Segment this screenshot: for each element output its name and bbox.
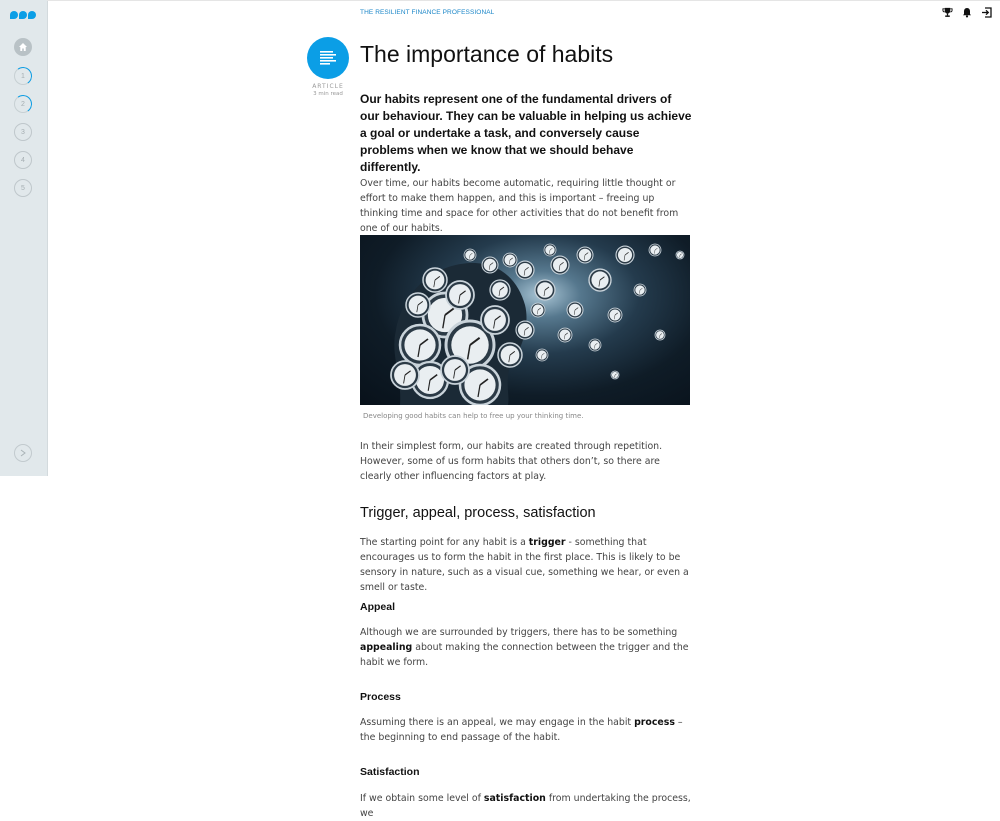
chevron-right-icon[interactable] xyxy=(14,444,32,462)
read-time: 3 min read xyxy=(307,91,349,97)
text-run: from undertaking the process, we xyxy=(360,793,691,819)
clock-head-illustration xyxy=(360,235,690,405)
emphasis: satisfaction xyxy=(484,793,546,804)
header-divider xyxy=(47,0,1000,1)
home-icon[interactable] xyxy=(14,38,32,56)
clock-icon xyxy=(516,261,534,279)
page-title: The importance of habits xyxy=(360,41,613,68)
clock-icon xyxy=(498,343,522,367)
clock-icon xyxy=(608,308,622,322)
text-run: – the beginning to end passage of the habit. xyxy=(360,717,683,743)
clock-icon xyxy=(406,293,430,317)
logo-icon[interactable] xyxy=(10,11,36,19)
text-run: about making the connection between the trigger and the habit we form. xyxy=(360,642,689,668)
clock-icon xyxy=(441,356,469,384)
step-4-button[interactable] xyxy=(14,151,32,169)
section-heading: Trigger, appeal, process, satisfaction xyxy=(360,505,596,521)
image-caption: Developing good habits can help to free up your thinking time. xyxy=(363,412,584,420)
trigger-paragraph xyxy=(360,535,692,595)
article-image xyxy=(360,235,690,405)
trophy-icon[interactable] xyxy=(942,7,953,18)
subheading-satisfaction: Satisfaction xyxy=(360,766,420,778)
clock-icon xyxy=(503,253,517,267)
satisfaction-paragraph xyxy=(360,791,692,821)
clock-icon xyxy=(516,321,534,339)
content-type-label: ARTICLE xyxy=(307,83,349,90)
step-2-button[interactable] xyxy=(14,95,32,113)
step-5-button[interactable] xyxy=(14,179,32,197)
clock-icon xyxy=(589,269,611,291)
clock-icon xyxy=(535,280,555,300)
bell-icon[interactable] xyxy=(962,7,972,18)
article-intro: Our habits represent one of the fundamental drivers of our behaviour. They can be valuable in helping us achieve a goal or undertake a task, and conversely cause problems when we know that we should behave differently. xyxy=(360,91,692,176)
paragraph: In their simplest form, our habits are created through repetition. However, some of us form habits that others don’t, so there are clearly other influencing factors at play. xyxy=(360,439,692,484)
clock-icon xyxy=(536,349,548,361)
clock-icon xyxy=(446,281,474,309)
step-number: 4 xyxy=(21,157,25,164)
clock-icon xyxy=(567,302,583,318)
course-title[interactable]: THE RESILIENT FINANCE PROFESSIONAL xyxy=(360,9,494,16)
clock-icon xyxy=(551,256,569,274)
text-run: Assuming there is an appeal, we may engage in the habit xyxy=(360,717,634,728)
clock-icon xyxy=(676,251,684,259)
process-paragraph xyxy=(360,715,692,745)
clock-icon xyxy=(649,244,661,256)
step-1-button[interactable] xyxy=(14,67,32,85)
text-run: - something that encourages us to form the habit in the first place. This is likely to be sensory in nature, such as a visual cue, something we hear, or even a smell or taste. xyxy=(360,537,689,593)
clock-icon xyxy=(589,339,601,351)
emphasis: trigger xyxy=(529,537,566,548)
step-number: 2 xyxy=(21,101,25,108)
clock-icon xyxy=(544,244,556,256)
step-number: 3 xyxy=(21,129,25,136)
header-actions xyxy=(942,7,992,18)
clock-icon xyxy=(391,361,419,389)
document-lines-icon xyxy=(307,37,349,79)
clock-icon xyxy=(634,284,646,296)
clock-icon xyxy=(490,280,510,300)
emphasis: process xyxy=(634,717,675,728)
course-sidebar xyxy=(0,0,48,476)
logout-icon[interactable] xyxy=(981,7,992,18)
subheading-appeal: Appeal xyxy=(360,601,395,613)
clock-icon xyxy=(655,330,665,340)
clock-icon xyxy=(423,268,447,292)
text-run: Although we are surrounded by triggers, there has to be something xyxy=(360,627,677,638)
appeal-paragraph xyxy=(360,625,692,670)
clock-icon xyxy=(616,246,634,264)
paragraph: Over time, our habits become automatic, requiring little thought or effort to make them happen, and this is important – freeing up thinking time and space for other activities that do not benefit from one of our habits. xyxy=(360,176,692,236)
text-run: The starting point for any habit is a xyxy=(360,537,529,548)
step-number: 5 xyxy=(21,185,25,192)
step-3-button[interactable] xyxy=(14,123,32,141)
clock-icon xyxy=(482,257,498,273)
clock-icon xyxy=(400,325,440,365)
clock-icon xyxy=(464,249,476,261)
clock-icon xyxy=(481,306,509,334)
subheading-process: Process xyxy=(360,691,401,703)
clock-icon xyxy=(577,247,593,263)
emphasis: appealing xyxy=(360,642,412,653)
clock-icon xyxy=(531,303,545,317)
text-run: If we obtain some level of xyxy=(360,793,484,804)
clock-icon xyxy=(611,371,619,379)
step-number: 1 xyxy=(21,73,25,80)
clock-icon xyxy=(558,328,572,342)
